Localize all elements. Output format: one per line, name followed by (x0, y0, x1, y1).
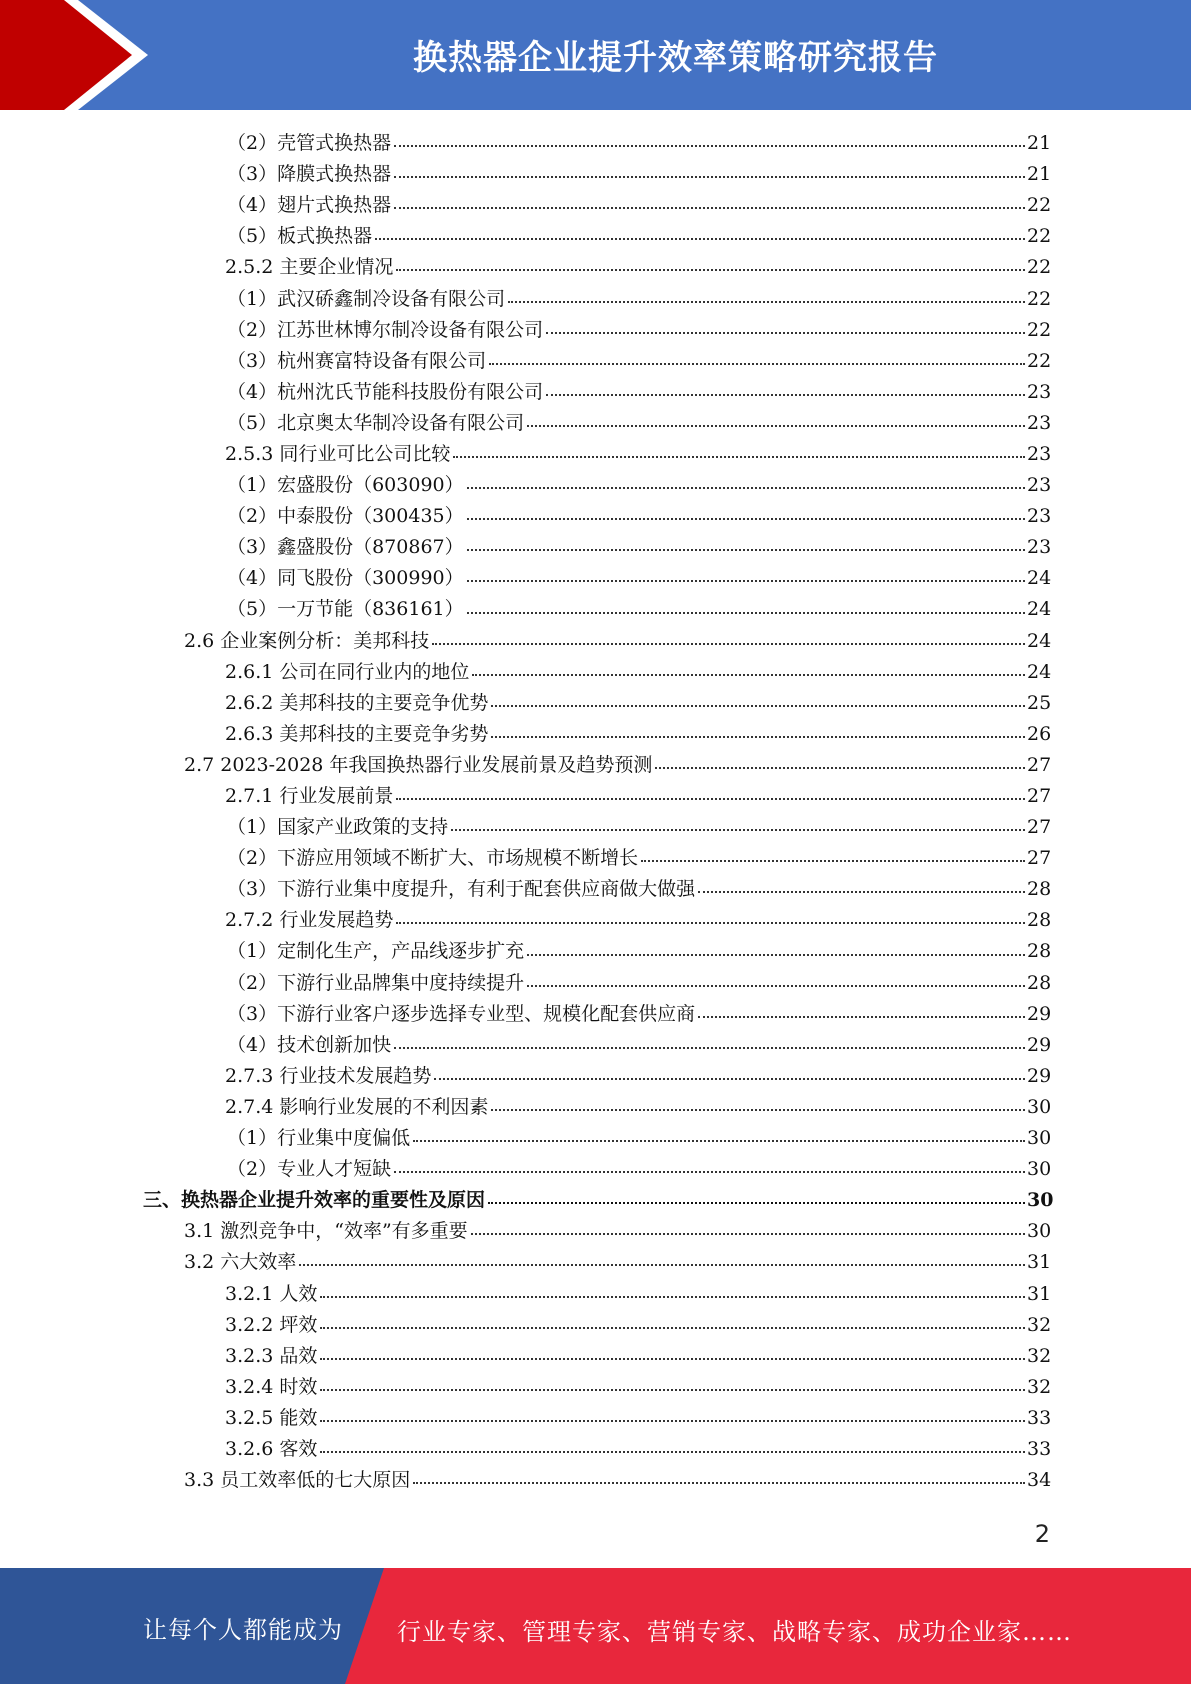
header-arrow-decoration (0, 0, 160, 110)
toc-leader-dots (432, 643, 1025, 645)
toc-entry-page: 32 (1027, 1313, 1052, 1336)
toc-entry-title: （5）板式换热器 (227, 225, 373, 248)
toc-entry-title: （1）行业集中度偏低 (227, 1127, 411, 1150)
toc-entry-page: 33 (1027, 1437, 1052, 1460)
page-number: 2 (1034, 1520, 1050, 1548)
toc-entry-page: 21 (1027, 163, 1052, 186)
toc-entry[interactable] (0, 377, 1191, 408)
toc-leader-dots (527, 954, 1025, 956)
toc-leader-dots (413, 1140, 1025, 1142)
toc-leader-dots (489, 363, 1025, 365)
toc-entry-title: （1）定制化生产，产品线逐步扩充 (227, 940, 525, 963)
toc-entry-title: （1）武汉硚鑫制冷设备有限公司 (227, 287, 506, 310)
toc-leader-dots (508, 301, 1025, 303)
page-footer (0, 1568, 1191, 1684)
toc-entry[interactable] (0, 812, 1191, 843)
toc-entry-title: （3）降膜式换热器 (227, 163, 392, 186)
toc-entry-page: 23 (1027, 536, 1052, 559)
toc-leader-dots (396, 922, 1025, 924)
toc-entry[interactable] (0, 905, 1191, 936)
toc-entry[interactable] (0, 1092, 1191, 1123)
toc-entry-page: 22 (1027, 318, 1052, 341)
toc-entry-page: 31 (1027, 1282, 1052, 1305)
toc-entry[interactable] (0, 563, 1191, 594)
toc-leader-dots (471, 1233, 1025, 1235)
toc-entry[interactable] (0, 968, 1191, 999)
toc-entry[interactable] (0, 1061, 1191, 1092)
toc-leader-dots (491, 1109, 1025, 1111)
toc-entry[interactable] (0, 252, 1191, 283)
toc-entry-page: 28 (1027, 909, 1052, 932)
toc-leader-dots (396, 798, 1025, 800)
toc-entry[interactable] (0, 1123, 1191, 1154)
toc-leader-dots (320, 1358, 1025, 1360)
toc-entry[interactable] (0, 594, 1191, 625)
toc-entry[interactable] (0, 1465, 1191, 1496)
toc-entry-page: 23 (1027, 505, 1052, 528)
toc-entry[interactable] (0, 843, 1191, 874)
toc-entry-title: 3.3 员工效率低的七大原因 (184, 1469, 411, 1492)
toc-entry[interactable] (0, 315, 1191, 346)
toc-entry-title: 3.2.5 能效 (225, 1406, 318, 1429)
toc-leader-dots (698, 1016, 1025, 1018)
toc-leader-dots (467, 549, 1025, 551)
toc-leader-dots (527, 985, 1025, 987)
page-header (0, 0, 1191, 110)
toc-entry-page: 30 (1027, 1189, 1054, 1212)
toc-entry-page: 24 (1027, 660, 1052, 683)
toc-entry-page: 23 (1027, 474, 1052, 497)
toc-leader-dots (641, 860, 1025, 862)
toc-entry-title: 3.2.3 品效 (225, 1344, 318, 1367)
toc-leader-dots (394, 145, 1025, 147)
toc-leader-dots (320, 1451, 1025, 1453)
toc-entry-page: 28 (1027, 878, 1052, 901)
toc-entry[interactable] (0, 346, 1191, 377)
toc-entry[interactable] (0, 221, 1191, 252)
toc-entry-page: 30 (1027, 1095, 1052, 1118)
toc-entry-title: （4）技术创新加快 (227, 1033, 392, 1056)
toc-entry-page: 34 (1027, 1469, 1052, 1492)
toc-entry-title: （5）一万节能（836161） (227, 598, 464, 621)
toc-leader-dots (396, 269, 1025, 271)
toc-leader-dots (467, 612, 1025, 614)
toc-entry-page: 22 (1027, 225, 1052, 248)
toc-entry-page: 29 (1027, 1002, 1052, 1025)
toc-entry[interactable] (0, 1216, 1191, 1247)
toc-entry[interactable] (0, 190, 1191, 221)
toc-entry-title: （1）宏盛股份（603090） (227, 474, 464, 497)
toc-entry-title: 2.7 2023-2028 年我国换热器行业发展前景及趋势预测 (184, 753, 653, 776)
toc-entry-title: 3.2 六大效率 (184, 1251, 297, 1274)
toc-entry-page: 24 (1027, 629, 1052, 652)
toc-entry[interactable] (0, 1434, 1191, 1465)
toc-entry[interactable] (0, 439, 1191, 470)
toc-entry[interactable] (0, 470, 1191, 501)
toc-leader-dots (491, 736, 1025, 738)
toc-leader-dots (394, 176, 1025, 178)
toc-entry-page: 30 (1027, 1158, 1052, 1181)
toc-leader-dots (394, 207, 1025, 209)
toc-entry-page: 27 (1027, 753, 1052, 776)
toc-leader-dots (320, 1296, 1025, 1298)
toc-entry[interactable] (0, 1403, 1191, 1434)
toc-entry-title: 2.5.2 主要企业情况 (225, 256, 394, 279)
toc-leader-dots (467, 487, 1025, 489)
toc-entry-title: 三、换热器企业提升效率的重要性及原因 (143, 1189, 486, 1212)
toc-entry[interactable] (0, 159, 1191, 190)
toc-entry-page: 23 (1027, 380, 1052, 403)
toc-leader-dots (394, 1047, 1025, 1049)
toc-entry-title: 3.2.4 时效 (225, 1375, 318, 1398)
toc-entry[interactable] (0, 688, 1191, 719)
toc-entry-title: 2.5.3 同行业可比公司比较 (225, 442, 451, 465)
toc-entry-title: （2）壳管式换热器 (227, 132, 392, 155)
toc-entry[interactable] (0, 781, 1191, 812)
toc-entry-title: （3）杭州赛富特设备有限公司 (227, 349, 487, 372)
toc-entry-page: 23 (1027, 411, 1052, 434)
toc-entry-page: 29 (1027, 1064, 1052, 1087)
toc-entry-title: （2）专业人才短缺 (227, 1158, 392, 1181)
toc-entry-title: （2）下游应用领域不断扩大、市场规模不断增长 (227, 847, 639, 870)
toc-entry-title: （3）下游行业客户逐步选择专业型、规模化配套供应商 (227, 1002, 696, 1025)
toc-entry-page: 30 (1027, 1220, 1052, 1243)
toc-entry-title: （1）国家产业政策的支持 (227, 816, 449, 839)
toc-entry-page: 31 (1027, 1251, 1052, 1274)
toc-entry-page: 22 (1027, 349, 1052, 372)
toc-leader-dots (488, 1202, 1025, 1204)
toc-entry-page: 30 (1027, 1127, 1052, 1150)
toc-entry[interactable] (0, 128, 1191, 159)
toc-entry-title: 2.7.4 影响行业发展的不利因素 (225, 1095, 489, 1118)
footer-slogan-right: 行业专家、管理专家、营销专家、战略专家、成功企业家…… (397, 1618, 1072, 1646)
toc-entry-page: 24 (1027, 567, 1052, 590)
toc-entry[interactable] (0, 874, 1191, 905)
toc-entry[interactable] (0, 408, 1191, 439)
toc-entry[interactable] (0, 1030, 1191, 1061)
toc-entry-page: 23 (1027, 442, 1052, 465)
toc-entry-page: 26 (1027, 722, 1052, 745)
toc-entry[interactable] (0, 1310, 1191, 1341)
toc-entry[interactable] (0, 936, 1191, 967)
toc-leader-dots (375, 238, 1025, 240)
toc-leader-dots (546, 394, 1025, 396)
toc-entry-page: 22 (1027, 194, 1052, 217)
toc-leader-dots (320, 1327, 1025, 1329)
toc-entry[interactable] (0, 501, 1191, 532)
toc-entry-title: （3）下游行业集中度提升，有利于配套供应商做大做强 (227, 878, 696, 901)
toc-entry-title: （2）江苏世林博尔制冷设备有限公司 (227, 318, 544, 341)
toc-entry-title: （2）下游行业品牌集中度持续提升 (227, 971, 525, 994)
toc-leader-dots (527, 425, 1025, 427)
toc-entry-page: 32 (1027, 1375, 1052, 1398)
footer-slogan-left: 让每个人都能成为 (143, 1616, 343, 1644)
toc-entry-title: （4）翅片式换热器 (227, 194, 392, 217)
document-title: 换热器企业提升效率策略研究报告 (413, 38, 938, 78)
toc-entry[interactable] (0, 1247, 1191, 1278)
table-of-contents (0, 128, 1191, 1496)
toc-leader-dots (467, 518, 1025, 520)
toc-entry[interactable] (0, 283, 1191, 314)
toc-entry-page: 27 (1027, 847, 1052, 870)
toc-entry-title: 2.6 企业案例分析：美邦科技 (184, 629, 430, 652)
toc-entry[interactable] (0, 1341, 1191, 1372)
toc-leader-dots (467, 580, 1025, 582)
toc-entry-title: 3.2.1 人效 (225, 1282, 318, 1305)
toc-leader-dots (394, 1171, 1025, 1173)
toc-entry[interactable] (0, 1154, 1191, 1185)
toc-entry-page: 24 (1027, 598, 1052, 621)
toc-leader-dots (655, 767, 1025, 769)
toc-entry-page: 33 (1027, 1406, 1052, 1429)
toc-leader-dots (546, 332, 1025, 334)
toc-entry[interactable] (0, 626, 1191, 657)
toc-leader-dots (434, 1078, 1025, 1080)
toc-entry-title: （2）中泰股份（300435） (227, 505, 464, 528)
toc-entry[interactable] (0, 750, 1191, 781)
toc-entry-title: （3）鑫盛股份（870867） (227, 536, 464, 559)
toc-entry-page: 28 (1027, 940, 1052, 963)
toc-entry[interactable] (0, 1278, 1191, 1309)
toc-entry[interactable] (0, 719, 1191, 750)
toc-entry[interactable] (0, 1372, 1191, 1403)
toc-leader-dots (320, 1389, 1025, 1391)
toc-entry-title: 3.2.6 客效 (225, 1437, 318, 1460)
toc-entry[interactable] (0, 657, 1191, 688)
toc-entry-page: 27 (1027, 785, 1052, 808)
toc-leader-dots (299, 1264, 1025, 1266)
toc-entry-page: 27 (1027, 816, 1052, 839)
toc-entry-title: 2.7.2 行业发展趋势 (225, 909, 394, 932)
toc-leader-dots (453, 456, 1025, 458)
toc-entry-title: 2.6.1 公司在同行业内的地位 (225, 660, 470, 683)
toc-entry-page: 22 (1027, 256, 1052, 279)
toc-entry[interactable] (0, 532, 1191, 563)
toc-entry-title: 3.1 激烈竞争中，“效率”有多重要 (184, 1220, 468, 1243)
toc-entry-page: 22 (1027, 287, 1052, 310)
toc-entry-title: 2.6.2 美邦科技的主要竞争优势 (225, 691, 489, 714)
toc-leader-dots (320, 1420, 1025, 1422)
toc-entry-title: （4）杭州沈氏节能科技股份有限公司 (227, 380, 544, 403)
toc-entry-title: 2.6.3 美邦科技的主要竞争劣势 (225, 722, 489, 745)
toc-entry-page: 21 (1027, 132, 1052, 155)
toc-leader-dots (413, 1482, 1025, 1484)
toc-entry-page: 32 (1027, 1344, 1052, 1367)
toc-entry-title: 2.7.3 行业技术发展趋势 (225, 1064, 432, 1087)
toc-leader-dots (491, 705, 1025, 707)
toc-entry-title: （5）北京奥太华制冷设备有限公司 (227, 411, 525, 434)
toc-entry-title: （4）同飞股份（300990） (227, 567, 464, 590)
toc-leader-dots (472, 674, 1025, 676)
toc-entry-page: 25 (1027, 691, 1052, 714)
toc-leader-dots (698, 891, 1025, 893)
toc-entry-title: 3.2.2 坪效 (225, 1313, 318, 1336)
toc-leader-dots (451, 829, 1025, 831)
toc-entry-title: 2.7.1 行业发展前景 (225, 785, 394, 808)
toc-entry-page: 29 (1027, 1033, 1052, 1056)
toc-entry[interactable] (0, 999, 1191, 1030)
toc-entry[interactable] (0, 1185, 1191, 1216)
toc-entry-page: 28 (1027, 971, 1052, 994)
